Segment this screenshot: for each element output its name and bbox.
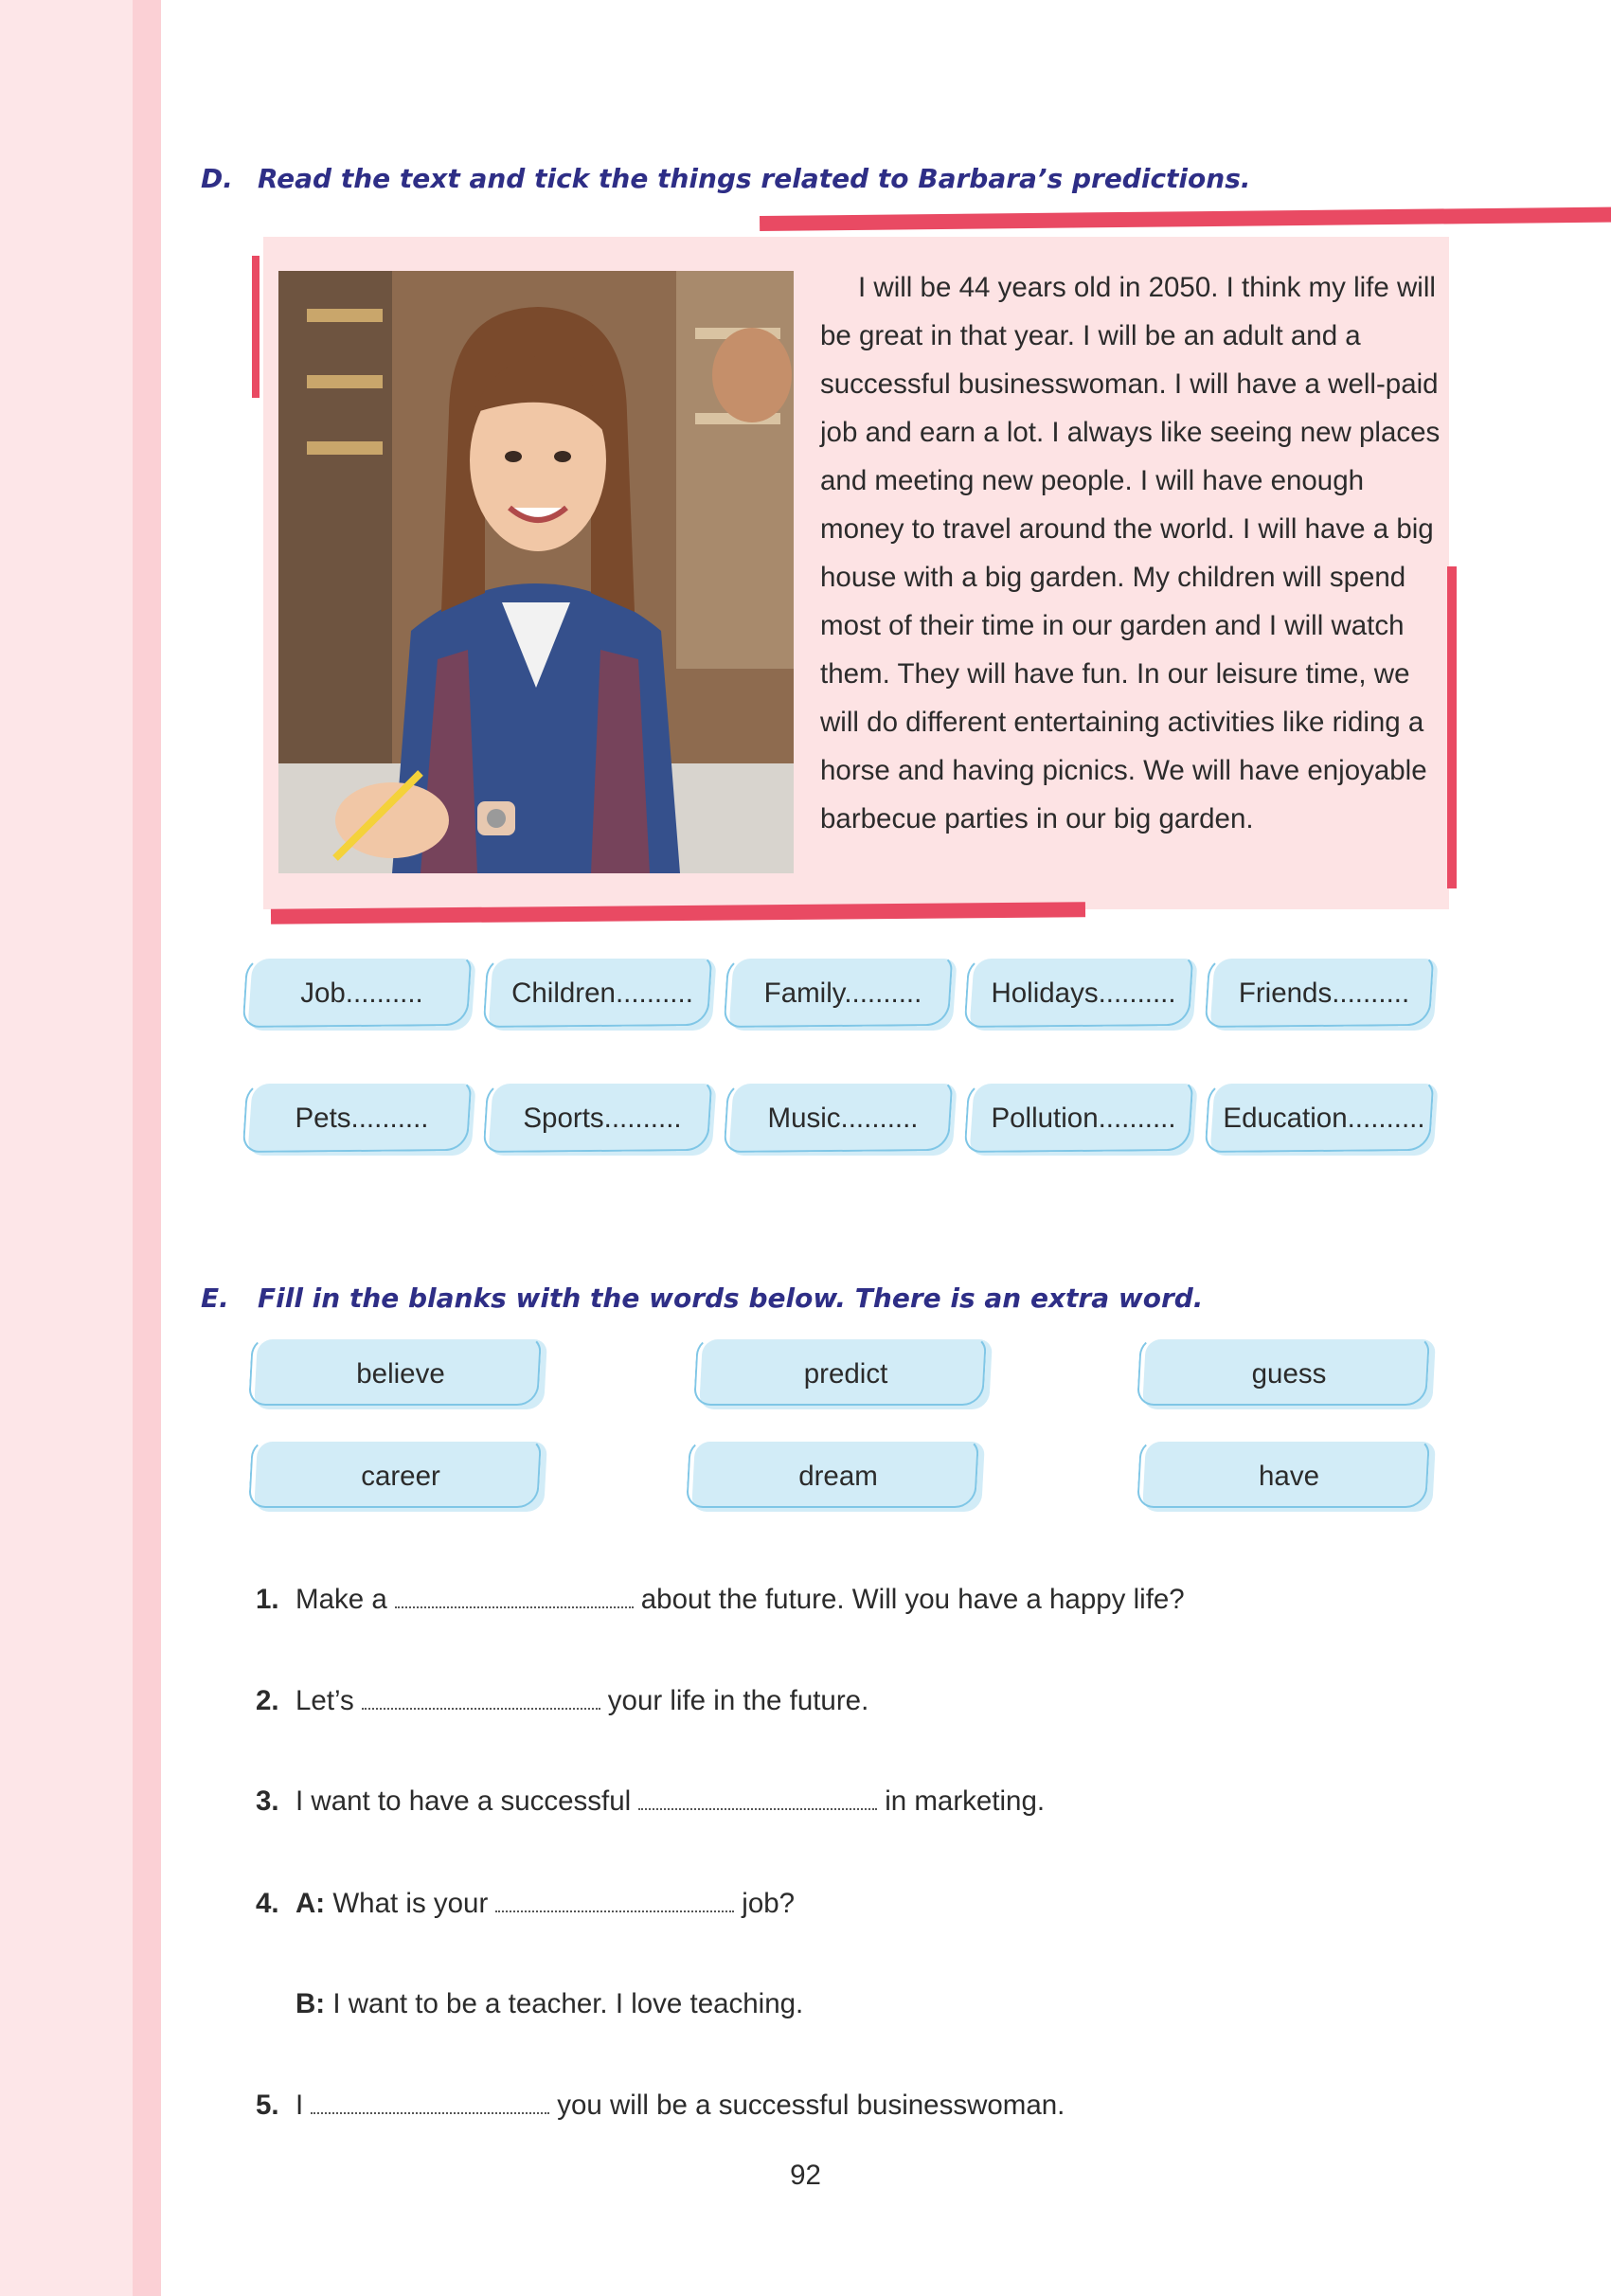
reading-text bbox=[820, 263, 1445, 843]
word-label: dream bbox=[798, 1461, 878, 1492]
speaker-label: B: bbox=[295, 1988, 326, 2019]
sentence-4a bbox=[256, 1888, 795, 1920]
topic-label: Family.......... bbox=[763, 978, 922, 1009]
sentence-text-before: I want to have a successful bbox=[295, 1785, 632, 1817]
answer-blank[interactable] bbox=[638, 1791, 877, 1810]
section-e-letter: E. bbox=[201, 1283, 229, 1314]
section-e-heading bbox=[201, 1283, 1203, 1314]
topic-label: Job.......... bbox=[300, 978, 423, 1009]
sentence-4b bbox=[295, 1988, 803, 2020]
sentence-text-after: job? bbox=[742, 1888, 796, 1919]
frame-accent-top bbox=[760, 206, 1611, 231]
sentence-text-after: you will be a successful businesswoman. bbox=[557, 2090, 1065, 2121]
topic-label: Pollution.......... bbox=[991, 1103, 1176, 1134]
frame-accent-right bbox=[1447, 566, 1457, 888]
topic-pill[interactable] bbox=[250, 959, 474, 1031]
topic-label: Friends.......... bbox=[1238, 978, 1410, 1009]
page-number: 92 bbox=[790, 2160, 821, 2191]
page-margin-strip bbox=[0, 0, 133, 2296]
answer-blank[interactable] bbox=[311, 2095, 549, 2114]
word-label: have bbox=[1259, 1461, 1319, 1492]
speaker-label: A: bbox=[295, 1888, 326, 1919]
page-margin-strip-inner bbox=[133, 0, 161, 2296]
answer-blank[interactable] bbox=[395, 1589, 634, 1608]
sentence-text-before: I bbox=[295, 2090, 304, 2121]
reading-paragraph: I will be 44 years old in 2050. I think my life will be great in that year. I will be an adult and a successful businesswoman. I will have a well-paid job and earn a lot. I always like seeing new places and meeting new people. I will have enough money to travel around the world. I will have a big house with a big garden. My children will spend most of their time in our garden and I will watch them. They will have fun. In our leisure time, we will do different entertaining activities like riding a horse and having picnics. We will have enjoyable barbecue parties in our big garden. bbox=[820, 272, 1441, 834]
student-photo bbox=[278, 271, 794, 873]
sentence-1 bbox=[256, 1584, 1185, 1616]
word-bank-item[interactable] bbox=[256, 1339, 546, 1409]
topic-label: Education.......... bbox=[1223, 1103, 1425, 1134]
topic-pill[interactable] bbox=[1212, 1084, 1436, 1156]
sentence-number: 4. bbox=[256, 1888, 279, 1919]
sentence-text-after: about the future. Will you have a happy life? bbox=[640, 1584, 1185, 1615]
sentence-number: 1. bbox=[256, 1584, 279, 1615]
topic-pill[interactable] bbox=[250, 1084, 474, 1156]
frame-accent-left bbox=[252, 256, 260, 398]
sentence-2 bbox=[256, 1685, 868, 1717]
word-label: believe bbox=[356, 1358, 445, 1390]
topic-pill[interactable] bbox=[731, 1084, 955, 1156]
topic-label: Holidays.......... bbox=[991, 978, 1176, 1009]
section-d-instruction: Read the text and tick the things related to Barbara’s predictions. bbox=[258, 163, 1251, 194]
topic-pill[interactable] bbox=[491, 959, 714, 1031]
word-label: predict bbox=[803, 1358, 888, 1390]
topic-label: Pets.......... bbox=[295, 1103, 429, 1134]
word-label: career bbox=[361, 1461, 440, 1492]
sentence-number: 3. bbox=[256, 1785, 279, 1817]
topic-label: Sports.......... bbox=[523, 1103, 682, 1134]
topic-pill[interactable] bbox=[972, 959, 1195, 1031]
sentence-text-after: in marketing. bbox=[885, 1785, 1046, 1817]
sentence-text-after: your life in the future. bbox=[607, 1685, 869, 1716]
answer-blank[interactable] bbox=[362, 1691, 600, 1710]
section-d-heading bbox=[201, 163, 1251, 194]
topic-label: Children.......... bbox=[511, 978, 693, 1009]
sentence-number: 5. bbox=[256, 2090, 279, 2121]
section-e-instruction: Fill in the blanks with the words below. There is an extra word. bbox=[258, 1283, 1204, 1314]
word-bank-item[interactable] bbox=[1144, 1442, 1434, 1512]
sentence-5 bbox=[256, 2090, 1065, 2122]
word-label: guess bbox=[1251, 1358, 1327, 1390]
topic-label: Music.......... bbox=[767, 1103, 919, 1134]
section-d-letter: D. bbox=[201, 163, 233, 194]
answer-blank[interactable] bbox=[495, 1893, 734, 1912]
word-bank-item[interactable] bbox=[701, 1339, 991, 1409]
topic-pill[interactable] bbox=[1212, 959, 1436, 1031]
sentence-text: I want to be a teacher. I love teaching. bbox=[332, 1988, 804, 2019]
sentence-3 bbox=[256, 1785, 1045, 1818]
topic-pill[interactable] bbox=[972, 1084, 1195, 1156]
topic-pill[interactable] bbox=[491, 1084, 714, 1156]
word-bank-item[interactable] bbox=[693, 1442, 983, 1512]
word-bank-item[interactable] bbox=[1144, 1339, 1434, 1409]
sentence-text-before: Let’s bbox=[295, 1685, 354, 1716]
topic-pill[interactable] bbox=[731, 959, 955, 1031]
word-bank-item[interactable] bbox=[256, 1442, 546, 1512]
sentence-text-before: What is your bbox=[332, 1888, 489, 1919]
sentence-text-before: Make a bbox=[295, 1584, 387, 1615]
sentence-number: 2. bbox=[256, 1685, 279, 1716]
